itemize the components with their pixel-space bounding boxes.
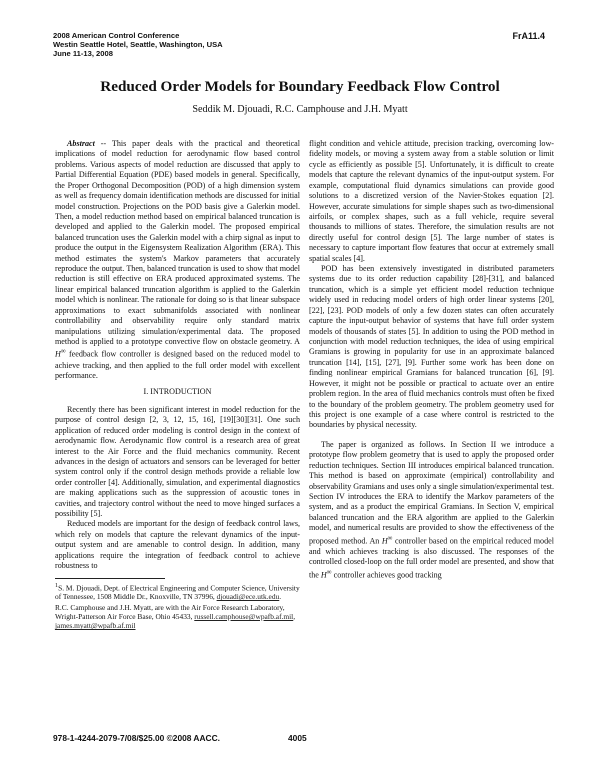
body-paragraph: flight condition and vehicle attitude, precision tracking, overcoming low-fidelity models, or moving a system away from a stable solution or limit cycle as efficiently as possible [5]. Unfortunately, it is difficult to create models that capture the relevant dynamics of the input-output system. For example, computational fluid dynamics simulations can provide good solutions to a discretized version of the Navier-Stokes equation [2]. However, accurate simulations for simple shapes such as two-dimensional airfoils, or complex shapes, such as a full vehicle, require several thousands to millions of states. Therefore, the simulation results are not directly useful for control design [5]. The large number of states is necessary to capture important flow features that occur at extremely small spatial scales [4]. [309,139,554,263]
footnote-mark: 1 [55,582,59,589]
page-number: 4005 [288,733,307,743]
abstract [55,139,300,381]
h-symbol: H [55,350,61,360]
abstract-text-1: This paper deals with the practical and theoretical implications of model reduction for aerodynamic flow based control problems. Various aspects of model reduction are discussed that apply to Partial Differential Equation (PDE) based models in general. Specifically, the Proper Orthogonal Decomposition (POD) of a high dimension system as well as frequency domain identification methods are discussed for initial model construction. Projections on the POD basis give a Galerkin model. Then, a model reduction method based on empirical balanced truncation is developed and applied to the Galerkin model. The proposed empirical balanced truncation uses the Galerkin model with a chirp signal as input to produce the output in the Eigensystem Realization Algorithm (ERA). This method estimates the system's Markov parameters that accurately reproduce the output. Then, balanced truncation is used to show that model reduction is still effective on ERA produced approximated systems. The linear empirical balanced truncation algorithm is applied to the Galerkin model which is nonlinear. The rationale for doing so is that linear subspace approximations to exact submanifolds associated with nonlinear controllability and observability require only standard matrix manipulations utilizing simulation/experimental data. The proposed method is applied to a prototype convective flow on obstacle geometry. A [55,139,300,347]
abstract-label: Abstract -- [67,139,107,148]
email-link-camphouse[interactable]: russell.camphouse@wpafb.af.mil [194,611,294,621]
infinity-sup: ∞ [60,348,66,356]
right-column [309,139,554,581]
intro-paragraph: Recently there has been significant interest in model reduction for the purpose of control design [2, 3, 12, 15, 16], [19][30][31]. One such application of reduced order modeling is control design in the context of aerodynamic flow. Aerodynamic flow control is a research area of great interest to the Air Force and the fluid mechanics community. Recent advances in the design of actuators and sensors can be leveraged for better system control only if the control design methods provide a reliable low order controller [4]. Additionally, simulation, and experimental diagnostics are making applications such as the suppression of acoustic tones in cavities, and trajectory control without the need to move hinged surfaces a possibility [5]. [55,404,300,519]
section-heading-intro: I. INTRODUCTION [143,387,212,397]
organization-paragraph: The paper is organized as follows. In Section II we introduce a prototype flow problem geometry that is used to apply the proposed order reduction techniques. Section III introduces empirical balanced truncation. This method is based on approximate (empirical) controllability and observability Gramians and uses only a single simulation/experimental test. Section IV introduces the ERA to identify the Markov parameters of the system, and as a product the empirical Gramians. In Section V, empirical balanced truncation and the ERA algorithm are applied to the Galerkin model, and numerical results are provided to show the effectiveness of the proposed method. An H∞ controller based on the empirical reduced model and which achieves tracking is also discussed. The responses of the controlled closed-loop on the full order model are presented, and show that the H∞ controller achieves good tracking [309,439,554,580]
conference-venue: Westin Seattle Hotel, Seattle, Washington, USA [53,40,223,50]
conference-header [53,31,223,59]
paper-title: Reduced Order Models for Boundary Feedback Flow Control [100,78,500,95]
footnote-1: $^1$S. M. Djouadi, Dept. of Electrical Engineering and Computer Science, University of Tennessee, 1508 Middle Dr., Knoxville, TN 37996, djouadi@ece.utk.edu. [55,582,300,602]
paper-authors: Seddik M. Djouadi, R.C. Camphouse and J.H. Myatt [192,104,408,115]
intro-paragraph: Reduced models are important for the design of feedback control laws, which rely on models that capture the relevant dynamics of the input-output system and are amenable to control design. In addition, many applications require the integration of feedback control to achieve robustness to [55,519,300,571]
body-paragraph: POD has been extensively investigated in distributed parameters systems due to its order reduction capability [28]-[31], and balanced truncation, which is a simple yet efficient model reduction technique widely used in reducing model orders of high order linear systems [20], [22], [23]. POD models of only a few dozen states can often accurately capture the input-output behavior of systems that have full order system models of thousands of states [5]. In addition to using the POD method in conjunction with model reduction techniques, the idea of using empirical Gramians is growing in popularity for use in an approximate balanced truncation [14], [15], [27], [9]. Further some work has been done on finding nonlinear empirical Gramians for balanced truncation [6], [9]. However, it might not be possible or practical to actuate over an entire problem region. In the area of fluid mechanics controls must often be fixed to the boundary of the problem geometry. The problem geometry used for this project is one example of a case where control is restricted to the boundaries by physical necessity. [309,264,554,430]
h-symbol: H [381,536,388,546]
isbn-footer: 978-1-4244-2079-7/08/$25.00 ©2008 AACC. [53,733,220,743]
session-code: FrA11.4 [512,31,545,41]
left-column [55,139,300,632]
abstract-text-2: feedback flow controller is designed based on the reduced model to achieve tracking, and then applied to the full order model with excellent performance. [55,350,300,380]
email-link-myatt[interactable]: james.myatt@wpafb.af.mil [55,621,136,631]
h-symbol: H [320,570,327,580]
email-link-djouadi[interactable]: djouadi@ece.utk.edu [216,592,280,602]
infinity-sup: ∞ [326,568,332,576]
infinity-sup: ∞ [387,534,393,542]
footnote-rule [55,578,165,579]
footnote-2: R.C. Camphouse and J.H. Myatt, are with the Air Force Research Laboratory, Wright-Patterson Air Force Base, Ohio 45433, russell.camphouse@wpafb.af.mil, james.myatt@wpafb.af.mil [55,602,296,631]
conference-name: 2008 American Control Conference [53,31,180,40]
conference-dates: June 11-13, 2008 [53,49,113,59]
